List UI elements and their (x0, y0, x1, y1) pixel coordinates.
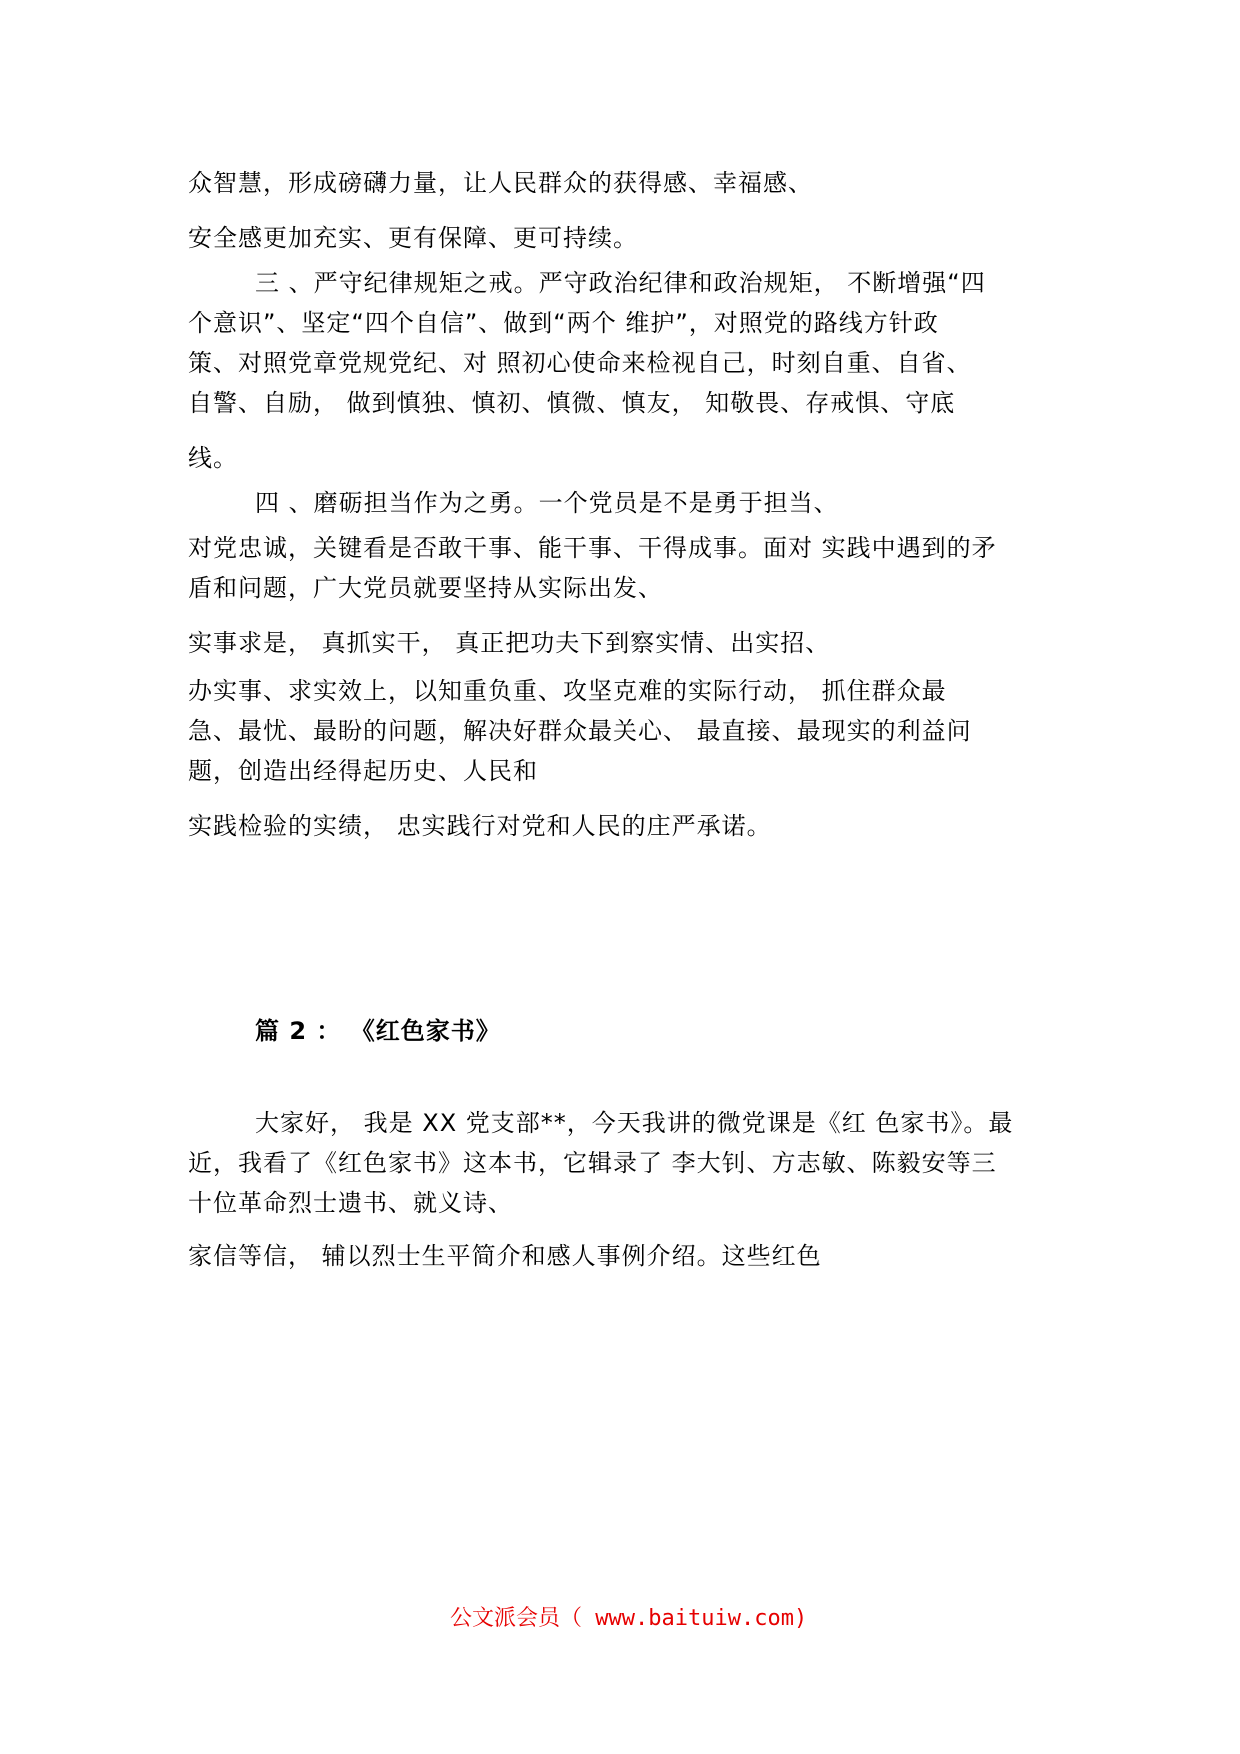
paragraph-line: 自警、自励， 做到慎独、慎初、慎微、慎友， 知敬畏、存戒惧、守底 (188, 389, 956, 417)
paragraph-line: 个意识”、坚定“四个自信”、做到“两个 维护”，对照党的路线方针政 (188, 309, 939, 337)
section-heading: 篇 2 ： 《红色家书》 (255, 1017, 501, 1045)
paragraph-line: 大家好， 我是 XX 党支部**，今天我讲的微党课是《红 色家书》。最 (255, 1109, 1014, 1137)
footer-url[interactable]: （ www.baituiw.com) (560, 1606, 808, 1631)
paragraph-line: 办实事、求实效上，以知重负重、攻坚克难的实际行动， 抓住群众最 (188, 677, 947, 705)
footer-watermark (450, 1604, 807, 1634)
paragraph-line: 三 、严守纪律规矩之戒。严守政治纪律和政治规矩， 不断增强“四 (255, 269, 986, 297)
paragraph-line: 线。 (188, 444, 238, 472)
paragraph-line: 实践检验的实绩， 忠实践行对党和人民的庄严承诺。 (188, 812, 772, 840)
paragraph-line: 近，我看了《红色家书》这本书，它辑录了 李大钊、方志敏、陈毅安等三 (188, 1149, 997, 1177)
paragraph-line: 十位革命烈士遗书、就义诗、 (188, 1189, 513, 1217)
paragraph-line: 四 、磨砺担当作为之勇。一个党员是不是勇于担当、 (255, 489, 839, 517)
footer-label: 公文派会员 (450, 1606, 561, 1631)
paragraph-line: 题，创造出经得起历史、人民和 (188, 757, 538, 785)
paragraph-line: 实事求是， 真抓实干， 真正把功夫下到察实情、出实招、 (188, 629, 831, 657)
paragraph-line: 急、最忧、最盼的问题，解决好群众最关心、 最直接、最现实的利益问 (188, 717, 972, 745)
paragraph-line: 盾和问题，广大党员就要坚持从实际出发、 (188, 574, 663, 602)
paragraph-line: 策、对照党章党规党纪、对 照初心使命来检视自己，时刻自重、自省、 (188, 349, 972, 377)
paragraph-line: 众智慧，形成磅礴力量，让人民群众的获得感、幸福感、 (188, 169, 813, 197)
paragraph-line: 家信等信， 辅以烈士生平简介和感人事例介绍。这些红色 (188, 1242, 822, 1270)
paragraph-line: 安全感更加充实、更有保障、更可持续。 (188, 224, 638, 252)
paragraph-line: 对党忠诚，关键看是否敢干事、能干事、干得成事。面对 实践中遇到的矛 (188, 534, 997, 562)
